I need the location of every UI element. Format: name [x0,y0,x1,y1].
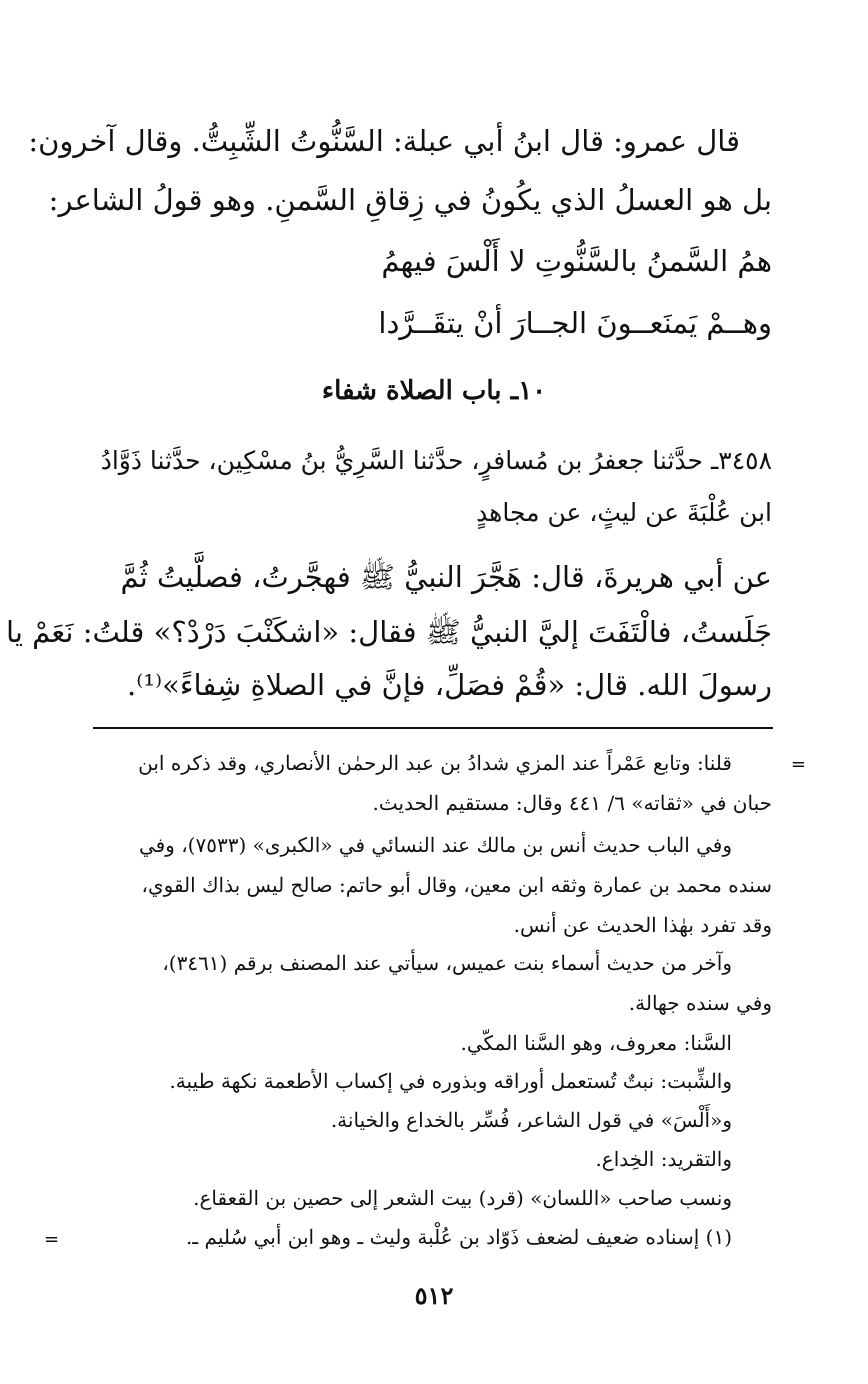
continuation-end-mark: = [44,1229,60,1250]
footnote-line: والتقريد: الخِداع. [595,1147,732,1171]
footnote-line: وقد تفرد بهٰذا الحديث عن أنس. [513,913,772,937]
hadith-isnad-line-1: ٣٤٥٨ـ حدَّثنا جعفرُ بن مُسافرٍ، حدَّثنا السَّرِيُّ بنُ مسْكِين، حدَّثنا ذَوَّادُ [100,446,772,475]
footnote-line: السَّنا: معروف، وهو السَّنا المكّي. [460,1031,732,1055]
main-text-line-2: بل هو العسلُ الذي يكُونُ في زِقاقِ السَّمنِ. وهو قولُ الشاعر: [48,183,772,217]
footnote-line: و«أَلْسَ» في قول الشاعر، فُسِّر بالخداع والخيانة. [330,1108,732,1132]
footnote-line: ونسب صاحب «اللسان» (قرد) بيت الشعر إلى حصين بن القعقاع. [193,1186,732,1210]
footnote-line: والشِّبت: نبتٌ تُستعمل أوراقه وبذوره في إكساب الأطعمة نكهة طيبة. [169,1069,732,1093]
poem-verse-2: وهــمْ يَمنَعــونَ الجــارَ أنْ يتقَــرَّدا [378,306,772,340]
hadith-matn-line-2: جَلَستُ، فالْتَفَتَ إليَّ النبيُّ ﷺ فقال: «اشكَنْبَ دَرْدْ؟» قلتُ: نَعَمْ يا [5,615,772,649]
footnote-line: (١) إسناده ضعيف لضعف ذَوّاد بن عُلْبة وليث ـ وهو ابن أبي سُليم ـ. [185,1225,732,1249]
chapter-heading: ١٠ـ باب الصلاة شفاء [321,376,547,406]
footnote-line: وفي سنده جهالة. [628,991,772,1015]
footnote-line: سنده محمد بن عمارة وثقه ابن معين، وقال أبو حاتم: صالح ليس بذاك القوي، [141,873,772,897]
footnote-line: حبان في «ثقاته» ٦/ ٤٤١ وقال: مستقيم الحديث. [372,791,772,815]
hadith-matn-line-3: رسولَ الله. قال: «قُمْ فصَلِّ، فإنَّ في الصلاةِ شِفاءً»⁽¹⁾. [127,668,772,702]
footnote-separator [93,727,773,729]
continuation-mark: = [790,754,806,775]
hadith-isnad-line-2: ابن عُلْبَةَ عن ليثٍ، عن مجاهدٍ [476,498,772,527]
footnote-line: وفي الباب حديث أنس بن مالك عند النسائي في «الكبرى» (٧٥٣٣)، وفي [138,833,732,857]
page-number: ٥١٢ [414,1281,454,1310]
footnote-line: وآخر من حديث أسماء بنت عميس، سيأتي عند المصنف برقم (٣٤٦١)، [162,951,732,975]
footnote-line: قلنا: وتابع عَمْراً عند المزي شدادُ بن عبد الرحمٰن الأنصاري، وقد ذكره ابن [138,751,732,775]
main-text-line-1: قال عمرو: قال ابنُ أبي عبلة: السَّنُّوتُ الشِّبِتُّ. وقال آخرون: [28,124,740,158]
hadith-matn-line-1: عن أبي هريرةَ، قال: هَجَّرَ النبيُّ ﷺ فهجَّرتُ، فصلَّيتُ ثُمَّ [120,560,772,594]
poem-verse-1: همُ السَّمنُ بالسَّنُّوتِ لا أَلْسَ فيهمُ [381,244,772,278]
